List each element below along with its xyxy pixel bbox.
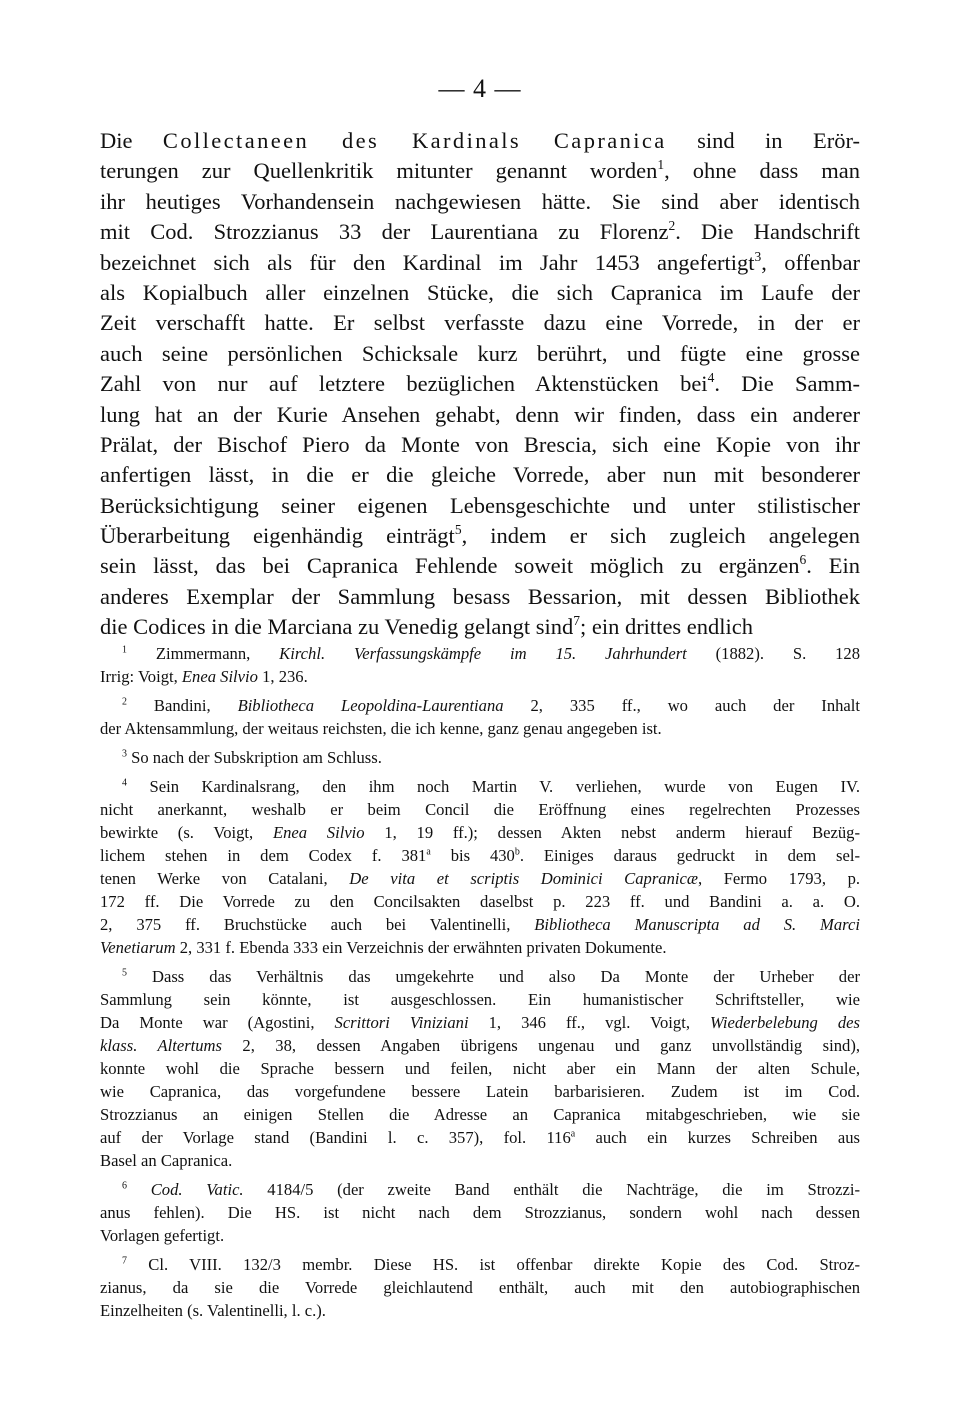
footnote-line <box>100 890 860 913</box>
footnote-line <box>100 1149 860 1172</box>
footnote-line <box>100 1103 860 1126</box>
text-run: auch ein kurzes Schreiben aus <box>575 1128 860 1147</box>
footnote-line <box>100 965 860 988</box>
text-run: Strozzianus an einigen Stellen die Adresse an Capranica mitabgeschrieben, wie sie <box>100 1105 860 1124</box>
citation-title: Scrittori Viniziani <box>334 1013 469 1032</box>
footnote-marker: 1 <box>657 157 665 173</box>
text-run: 1, 19 ff.); dessen Akten nebst anderm hierauf Bezüg- <box>364 823 860 842</box>
text-run: Da Monte war (Agostini, <box>100 1013 335 1032</box>
footnote-marker: 3 <box>122 748 127 760</box>
text-run: ; ein drittes endlich <box>579 614 754 640</box>
text-line <box>100 217 860 247</box>
text-run: Zimmermann, <box>126 644 280 663</box>
text-run: , ohne dass man <box>664 158 860 184</box>
text-run: . Ein <box>806 553 861 579</box>
footnote-line <box>100 913 860 936</box>
footnote <box>100 746 860 769</box>
footnote-marker: 4 <box>122 777 127 789</box>
text-run: auf der Vorlage stand (Bandini l. c. 357), fol. 116 <box>100 1128 571 1147</box>
text-run: nicht anerkannt, weshalb er beim Concil die Eröffnung eines regelrechten Prozesses <box>100 800 860 819</box>
text-line <box>100 187 860 217</box>
text-run: , indem er sich zugleich angelegen <box>461 523 860 549</box>
text-run: Überarbeitung eigenhändig einträgt <box>100 523 455 549</box>
footnote-line <box>100 1178 860 1201</box>
footnote-line <box>100 1080 860 1103</box>
text-run: anus fehlen). Die HS. ist nicht nach dem Strozzianus, sondern wohl nach dessen <box>100 1203 860 1222</box>
footnote-marker: 2 <box>122 696 127 708</box>
footnote-line <box>100 1034 860 1057</box>
footnote-marker: a <box>426 846 431 858</box>
citation-title: klass. Altertums <box>100 1036 222 1055</box>
footnote-marker: 7 <box>573 613 580 629</box>
text-run: als Kopialbuch aller einzelnen Stücke, die sich Capranica im Laufe der <box>100 279 860 305</box>
citation-title: Bibliotheca Leopoldina-Laurentiana <box>237 696 504 715</box>
footnote-line <box>100 844 860 867</box>
text-run: sein lässt, das bei Capranica Fehlende soweit möglich zu ergänzen <box>100 553 800 579</box>
footnotes <box>100 642 860 1328</box>
text-line <box>100 126 860 156</box>
text-run: Prälat, der Bischof Piero da Monte von Brescia, sich eine Kopie von ihr <box>100 431 860 457</box>
footnote-marker: 5 <box>122 967 127 979</box>
text-run: 2, 331 f. Ebenda 333 ein Verzeichnis der erwähnten privaten Dokumente. <box>175 938 667 957</box>
footnote-line <box>100 1299 860 1322</box>
text-run: Berücksichtigung seiner eigenen Lebensgeschichte und unter stilistischer <box>100 492 860 518</box>
text-run: der Aktensammlung, der weitaus reichsten, die ich kenne, ganz genau angegeben ist. <box>100 719 662 738</box>
text-line <box>100 278 860 308</box>
text-run: bewirkte (s. Voigt, <box>100 823 273 842</box>
text-run: bezeichnet sich als für den Kardinal im Jahr 1453 angefertigt <box>100 249 755 275</box>
text-run: 172 ff. Die Vorrede zu den Concilsakten daselbst p. 223 ff. und Bandini a. a. O. <box>100 892 860 911</box>
footnote-line <box>100 775 860 798</box>
footnote <box>100 965 860 1172</box>
text-run: auch seine persönlichen Schicksale kurz berührt, und fügte eine grosse <box>100 340 860 366</box>
text-run: Collectaneen des Kardinals Capranica <box>162 128 667 153</box>
text-run: 2, 335 ff., wo auch der Inhalt <box>503 696 861 715</box>
text-run: Cl. VIII. 132/3 membr. Diese HS. ist offenbar direkte Kopie des Cod. Stroz- <box>126 1255 860 1274</box>
footnote-marker: b <box>514 846 520 858</box>
text-line <box>100 551 860 581</box>
text-run: , offenbar <box>761 249 860 275</box>
text-run: So nach der Subskription am Schluss. <box>126 748 382 767</box>
text-run: 4184/5 (der zweite Band enthält die Nachträge, die im Strozzi- <box>243 1180 860 1199</box>
main-text <box>100 126 860 643</box>
text-line <box>100 430 860 460</box>
text-run: Vorlagen gefertigt. <box>100 1226 225 1245</box>
citation-title: Cod. Vatic. <box>150 1180 244 1199</box>
footnote-marker: 3 <box>754 248 762 264</box>
text-line <box>100 156 860 186</box>
text-run: 1, 236. <box>257 667 308 686</box>
text-run: lung hat an der Kurie Ansehen gehabt, denn wir finden, dass ein anderer <box>100 401 860 427</box>
citation-title: Venetiarum <box>100 938 176 957</box>
footnote-marker: 4 <box>707 370 715 386</box>
text-run: zianus, da sie die Vorrede gleichlautend enthält, auch mit den autobiographischen <box>100 1278 860 1297</box>
text-run: Zahl von nur auf letztere bezüglichen Aktenstücken bei <box>100 371 708 397</box>
citation-title: Kirchl. Verfassungskämpfe im 15. Jahrhundert <box>279 644 687 663</box>
text-run: anfertigen lässt, in die er die gleiche Vorrede, aber nun mit besonderer <box>100 462 860 488</box>
footnote-line <box>100 936 860 959</box>
text-line <box>100 491 860 521</box>
citation-title: Enea Silvio <box>272 823 365 842</box>
footnote-marker: 7 <box>122 1255 127 1267</box>
text-run: Basel an Capranica. <box>100 1151 233 1170</box>
text-run: 1, 346 ff., vgl. Voigt, <box>468 1013 710 1032</box>
text-line <box>100 521 860 551</box>
footnote-line <box>100 1011 860 1034</box>
citation-title: Enea Silvio <box>181 667 258 686</box>
text-run: die Codices in die Marciana zu Venedig gelangt sind <box>100 614 574 640</box>
text-run: (1882). S. 128 <box>686 644 860 663</box>
footnote-line <box>100 1126 860 1149</box>
page-number: — 4 — <box>438 74 522 103</box>
text-line <box>100 369 860 399</box>
text-run: terungen zur Quellenkritik mitunter genannt worden <box>100 158 658 184</box>
footnote-line <box>100 746 860 769</box>
text-run: sind in Erör- <box>666 128 860 153</box>
text-run: Die <box>100 128 163 153</box>
footnote-line <box>100 1224 860 1247</box>
footnote <box>100 775 860 959</box>
footnote-line <box>100 642 860 665</box>
text-run: wie Capranica, das vorgefundene bessere Latein barbarisieren. Zudem ist im Cod. <box>100 1082 860 1101</box>
footnote <box>100 642 860 688</box>
citation-title: De vita et scriptis Dominici Capranicæ <box>349 869 698 888</box>
text-run: Dass das Verhältnis das umgekehrte und also Da Monte der Urheber der <box>126 967 860 986</box>
footnote-line <box>100 1276 860 1299</box>
text-line <box>100 308 860 338</box>
footnote-marker: a <box>570 1128 576 1140</box>
text-run: ihr heutiges Vorhandensein nachgewiesen hätte. Sie sind aber identisch <box>100 188 860 214</box>
text-run: . Die Handschrift <box>675 219 860 245</box>
footnote-line <box>100 798 860 821</box>
text-run: Einzelheiten (s. Valentinelli, l. c.). <box>100 1301 326 1320</box>
text-run: Sein Kardinalsrang, den ihm noch Martin V. verliehen, wurde von Eugen IV. <box>126 777 860 796</box>
footnote <box>100 694 860 740</box>
footnote <box>100 1253 860 1322</box>
text-line <box>100 612 860 642</box>
text-run: . Die Samm- <box>714 371 861 397</box>
footnote-line <box>100 988 860 1011</box>
footnote-marker: 5 <box>454 522 462 538</box>
citation-title: Wiederbelebung des <box>710 1013 860 1032</box>
footnote-line <box>100 665 860 688</box>
footnote-line <box>100 717 860 740</box>
footnote-line <box>100 1253 860 1276</box>
text-line <box>100 248 860 278</box>
text-run <box>127 1180 151 1199</box>
text-run: . Einiges daraus gedruckt in dem sel- <box>519 846 860 865</box>
text-line <box>100 339 860 369</box>
citation-title: Bibliotheca Manuscripta ad S. Marci <box>534 915 860 934</box>
footnote-line <box>100 867 860 890</box>
text-run: Irrig: Voigt, <box>100 667 182 686</box>
footnote-line <box>100 1201 860 1224</box>
text-run: anderes Exemplar der Sammlung besass Bessarion, mit dessen Bibliothek <box>100 583 860 609</box>
footnote-line <box>100 1057 860 1080</box>
text-run: Zeit verschafft hatte. Er selbst verfasste dazu eine Vorrede, in der er <box>100 310 860 336</box>
footnote-marker: 2 <box>668 218 676 234</box>
text-line <box>100 582 860 612</box>
text-run: lichem stehen in dem Codex f. 381 <box>100 846 427 865</box>
text-run: bis 430 <box>430 846 515 865</box>
footnote-marker: 1 <box>122 644 127 656</box>
text-run: Sammlung sein könnte, ist ausgeschlossen. Ein humanistischer Schriftsteller, wie <box>100 990 860 1009</box>
text-run: mit Cod. Strozzianus 33 der Laurentiana zu Florenz <box>100 219 669 245</box>
text-run: , Fermo 1793, p. <box>697 869 861 888</box>
text-run: tenen Werke von Catalani, <box>100 869 350 888</box>
footnote-line <box>100 694 860 717</box>
footnote-marker: 6 <box>122 1180 127 1192</box>
text-run: 2, 375 ff. Bruchstücke auch bei Valentinelli, <box>100 915 535 934</box>
footnote-line <box>100 821 860 844</box>
text-run: 2, 38, dessen Angaben übrigens ungenau und ganz unvollständig sind), <box>222 1036 860 1055</box>
text-line <box>100 400 860 430</box>
footnote <box>100 1178 860 1247</box>
footnote-marker: 6 <box>799 552 807 568</box>
text-run: Bandini, <box>126 696 238 715</box>
text-line <box>100 460 860 490</box>
text-run: konnte wohl die Sprache bessern und feilen, nicht aber ein Mann der alten Schule, <box>100 1059 860 1078</box>
